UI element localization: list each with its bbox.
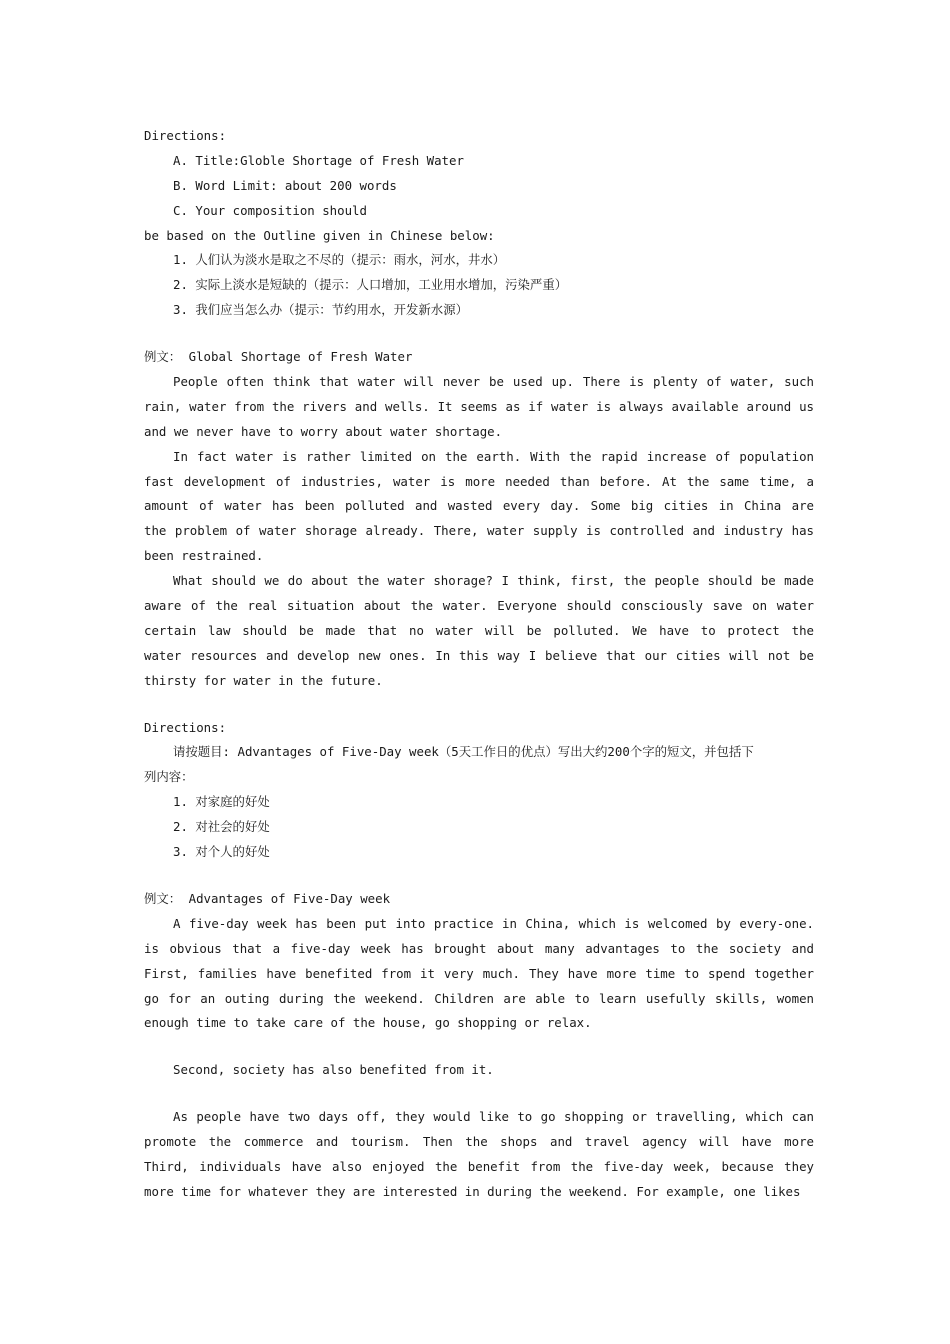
outline-item-2: 2. 对社会的好处 bbox=[173, 819, 270, 835]
direction-item-a: A. Title:Globle Shortage of Fresh Water bbox=[173, 152, 464, 168]
direction-item-c: C. Your composition should bbox=[173, 202, 367, 218]
essay-line: First, families have benefited from it very much. They have more time to spend together bbox=[144, 965, 814, 981]
direction-item-b: B. Word Limit: about 200 words bbox=[173, 177, 397, 193]
directions-heading: Directions: bbox=[144, 128, 227, 143]
outline-item-3: 3. 对个人的好处 bbox=[173, 844, 270, 860]
essay-line: go for an outing during the weekend. Children are able to learn usefully skills, women bbox=[144, 990, 814, 1006]
essay-line: promote the commerce and tourism. Then the shops and travel agency will have more bbox=[144, 1134, 814, 1150]
prompt-line: 列内容： bbox=[144, 769, 194, 785]
essay-line: is obvious that a five-day week has brought about many advantages to the society and bbox=[144, 940, 814, 956]
essay-line: What should we do about the water shorage? I think, first, the people should be made bbox=[173, 573, 814, 589]
essay-line: A five-day week has been put into practice in China, which is welcomed by every-one. bbox=[173, 915, 814, 931]
document-page bbox=[144, 124, 814, 1205]
essay-line: Third, individuals have also enjoyed the benefit from the five-day week, because they bbox=[144, 1158, 814, 1174]
essay-line: thirsty for water in the future. bbox=[144, 672, 383, 688]
spacer bbox=[144, 1036, 814, 1058]
essay-line: As people have two days off, they would like to go shopping or travelling, which can bbox=[173, 1109, 814, 1125]
essay-line: been restrained. bbox=[144, 548, 264, 564]
essay-line: and we never have to worry about water shortage. bbox=[144, 423, 503, 439]
outline-item-2: 2. 实际上淡水是短缺的（提示：人口增加，工业用水增加，污染严重） bbox=[173, 277, 568, 293]
spacer bbox=[144, 694, 814, 716]
essay-line: Second, society has also benefited from it. bbox=[173, 1062, 494, 1078]
directions-heading: Directions: bbox=[144, 719, 227, 735]
essay-line: water resources and develop new ones. In this way I believe that our cities will not be bbox=[144, 647, 814, 663]
essay-line: aware of the real situation about the water. Everyone should consciously save on water bbox=[144, 598, 814, 614]
essay-line: People often think that water will never be used up. There is plenty of water, such bbox=[173, 374, 814, 390]
essay-title: 例文： Global Shortage of Fresh Water bbox=[144, 349, 413, 365]
essay-line: amount of water has been polluted and wasted every day. Some big cities in China are bbox=[144, 498, 814, 514]
essay-line: enough time to take care of the house, go shopping or relax. bbox=[144, 1015, 592, 1031]
essay-line: more time for whatever they are interested in during the weekend. For example, one likes bbox=[144, 1183, 801, 1199]
spacer bbox=[144, 323, 814, 345]
direction-continuation: be based on the Outline given in Chinese below: bbox=[144, 227, 495, 243]
essay-line: certain law should be made that no water will be polluted. We have to protect the bbox=[144, 622, 814, 638]
outline-item-1: 1. 人们认为淡水是取之不尽的（提示：雨水，河水，井水） bbox=[173, 252, 506, 268]
outline-item-1: 1. 对家庭的好处 bbox=[173, 794, 270, 810]
essay-line: rain, water from the rivers and wells. It seems as if water is always available around us bbox=[144, 398, 814, 414]
essay-line: fast development of industries, water is more needed than before. At the same time, a bbox=[144, 473, 814, 489]
spacer bbox=[144, 1083, 814, 1105]
prompt-line: 请按题目: Advantages of Five-Day week（5天工作日的优点）写出大约200个字的短文，并包括下 bbox=[173, 744, 754, 760]
outline-item-3: 3. 我们应当怎么办（提示：节约用水，开发新水源） bbox=[173, 302, 468, 318]
essay-title: 例文： Advantages of Five-Day week bbox=[144, 890, 391, 906]
spacer bbox=[144, 865, 814, 887]
essay-line: In fact water is rather limited on the earth. With the rapid increase of population bbox=[173, 448, 814, 464]
essay-line: the problem of water shorage already. There, water supply is controlled and industry has bbox=[144, 523, 814, 539]
